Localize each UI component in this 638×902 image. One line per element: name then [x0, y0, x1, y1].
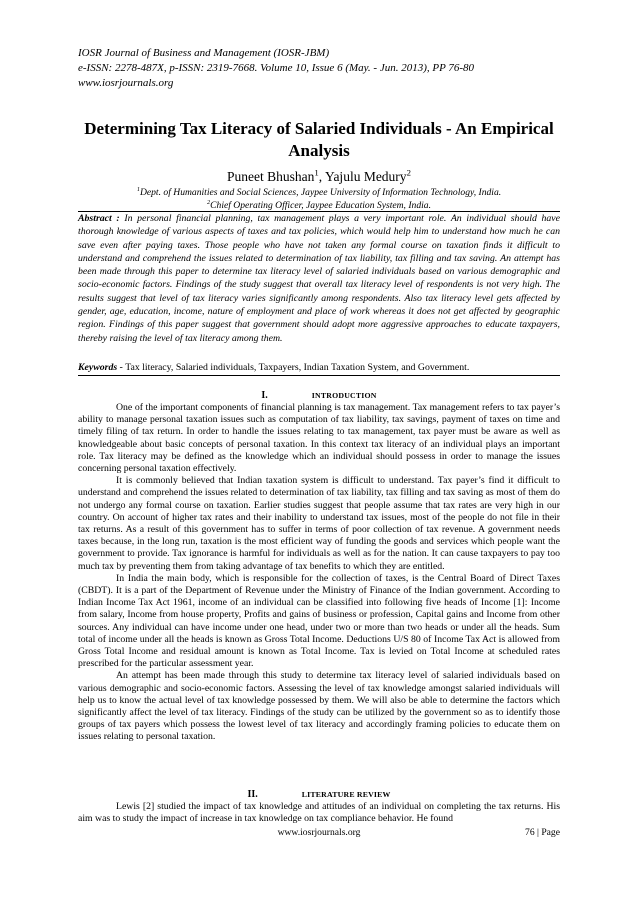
author-line: Puneet Bhushan$^1$, Yajulu Medury$^2$ [227, 167, 411, 184]
paragraph: An attempt has been made through this study to determine tax literacy level of salaried individuals based on various demographic and socio-economic factors. Assessing the level of tax knowledge amongst salaried individuals will help us to know the actual level of tax knowledge possessed by them. We will also be able to determine the factors which significantly affect the level of tax literacy. Findings of the study can be utilized by the government so as to identify those groups of tax payers which possess the lowest level of tax literacy and accordingly framing policies to educate them on issues relating to personal taxation. [78, 670, 560, 743]
page-number: 76 | Page [525, 827, 560, 838]
author-mark: 1 [314, 167, 319, 178]
journal-name: IOSR Journal of Business and Management (IOSR-JBM) [78, 47, 330, 59]
keywords-label: Keywords - [78, 362, 123, 373]
paper-title: Determining Tax Literacy of Salaried Individuals - An Empirical Analysis [84, 119, 554, 160]
affiliation-1: $^1$Dept. of Humanities and Social Sciences, Jaypee University of Information Technology, India. [136, 185, 502, 198]
abstract [78, 212, 560, 345]
section-number: I. [261, 390, 268, 401]
footer-url[interactable]: www.iosrjournals.org [277, 827, 361, 838]
abstract-text: In personal financial planning, tax management plays a very important role. An individual should have thorough knowledge of various aspects of taxes and tax policies, which would help him to understand how much he can save even after paying taxes. Those people who have not taken any formal course on taxation finds it difficult to understand and comprehend the issues related to determination of tax liability, tax filling and tax saving. An attempt has been made through this paper to determine tax literacy level of salaried individuals based on various demographic and socio-economic factors. Findings of the study suggest that overall tax literacy level of respondents is not very high. The results suggest that level of tax literacy varies significantly among respondents. Also tax literacy level gets affected by gender, age, education, income, nature of employment and place of work whereas it does not get affected by geographic region. Findings of this paper suggest that government should adopt more aggressive approaches to educate taxpayers, thereby raising the level of tax literacy among them. [78, 213, 561, 344]
section-heading-introduction [78, 389, 560, 402]
section-heading-literature-review [78, 788, 560, 801]
journal-url[interactable]: www.iosrjournals.org [78, 77, 174, 89]
author-name: Yajulu Medury [325, 169, 407, 184]
abstract-bottom-rule [78, 375, 560, 376]
journal-issn: e-ISSN: 2278-487X, p-ISSN: 2319-7668. Volume 10, Issue 6 (May. - Jun. 2013), PP 76-80 [78, 62, 475, 74]
section-title: LITERATURE REVIEW [301, 790, 391, 799]
page-footer [78, 827, 560, 841]
keywords [78, 361, 560, 374]
literature-review-body [78, 801, 560, 825]
paragraph: Lewis [2] studied the impact of tax knowledge and attitudes of an individual on completing the tax returns. His aim was to study the impact of increase in tax knowledge on tax compliance behavior. He found [78, 801, 560, 825]
introduction-body [78, 402, 560, 744]
paragraph: In India the main body, which is responsible for the collection of taxes, is the Central Board of Direct Taxes (CBDT). It is a part of the Department of Revenue under the Ministry of Finance of the Indian government. According to Indian Income Tax Act 1961, income of an individual can be classified into following five heads of Income [1]: Income from salary, Income from house property, Profits and gains of business or profession, Capital gains and Income from other sources. Any individual can have income under one head, under two or more than two heads or under all the heads. Sum total of income under all the heads is known as Gross Total Income. Deductions U/S 80 of Income Tax Act is allowed from Gross Total Income and residual amount is known as Total Income. Tax is levied on Total Income at scheduled rates prescribed for the particular assessment year. [78, 572, 560, 670]
abstract-label: Abstract : [78, 213, 120, 224]
journal-header [78, 46, 568, 91]
section-number: II. [247, 789, 258, 800]
affiliation-2: $^2$Chief Operating Officer, Jaypee Education System, India. [207, 198, 431, 211]
section-title: INTRODUCTION [311, 391, 377, 400]
keywords-text: Tax literacy, Salaried individuals, Taxpayers, Indian Taxation System, and Government. [125, 362, 470, 373]
author-name: Puneet Bhushan [227, 169, 315, 184]
paragraph: It is commonly believed that Indian taxation system is difficult to understand. Tax payer’s find it difficult to understand and comprehend the issues related to determination of tax liability, tax filling and tax saving as most of them do not undergo any formal course on taxation. Earlier studies suggest that people assume that tax rates are very high in our country. On account of higher tax rates and their inability to understand tax issues, most of the people do not file in their tax returns. As a result of this government has to suffer in terms of poor collection of tax revenue. A government needs taxes because, in the long run, taxation is the most efficient way of funding the goods and services which people want the government to provide. Tax ignorance is harmful for individuals as well as for the nation. It can cause taxpayers to pay too much tax by preventing them from taking advantage of tax benefits to which they are entitled. [78, 475, 560, 572]
author-mark: 2 [406, 167, 411, 178]
paragraph: One of the important components of financial planning is tax management. Tax management refers to tax payer’s ability to manage personal taxation issues such as computation of tax liability, tax savings, payment of taxes on time and timely filing of tax return. In order to handle the issues relating to tax management, tax payer must be aware as well as knowledgeable about basic concepts of personal taxation. In this context tax literacy of an individual plays an important role. Tax literacy may be defined as the knowledge which an individual should possess in order to manage the issues concerning personal taxation effectively. [78, 402, 560, 475]
